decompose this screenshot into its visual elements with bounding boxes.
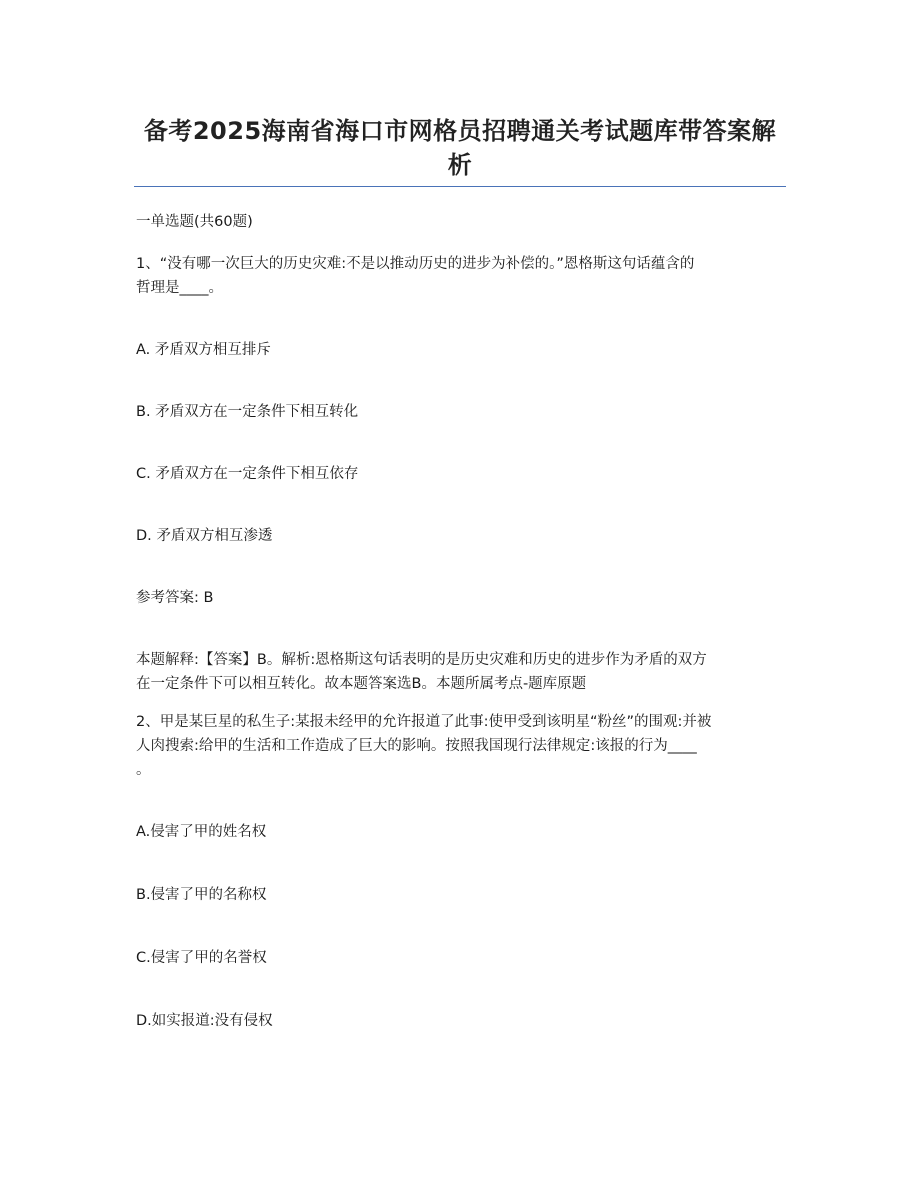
- question-1-explanation: [136, 648, 786, 696]
- document-title: [134, 114, 786, 182]
- question-1-option-a: A. 矛盾双方相互排斥: [136, 342, 271, 358]
- question-1-explanation-line-2: 在一定条件下可以相互转化。故本题答案选B。本题所属考点-题库原题: [136, 676, 587, 692]
- section-header: 一单选题(共60题): [136, 214, 253, 230]
- question-2-option-b: B.侵害了甲的名称权: [136, 887, 267, 903]
- question-2-stem-line-3: 。: [136, 762, 151, 778]
- question-1-stem: [136, 252, 786, 300]
- question-2-stem: [136, 710, 786, 782]
- title-divider: [134, 186, 786, 187]
- question-1-stem-line-2: 哲理是____。: [136, 280, 223, 296]
- question-2-option-a: A.侵害了甲的姓名权: [136, 824, 267, 840]
- question-2-option-d: D.如实报道:没有侵权: [136, 1013, 273, 1029]
- question-2-stem-line-2: 人肉搜索:给甲的生活和工作造成了巨大的影响。按照我国现行法律规定:该报的行为____: [136, 738, 697, 754]
- title-line-1: 备考2025海南省海口市网格员招聘通关考试题库带答案解: [143, 117, 777, 145]
- question-2-option-c: C.侵害了甲的名誉权: [136, 950, 267, 966]
- question-2-stem-line-1: 2、甲是某巨星的私生子:某报未经甲的允许报道了此事:使甲受到该明星“粉丝”的围观:并被: [136, 714, 712, 730]
- question-1-option-c: C. 矛盾双方在一定条件下相互依存: [136, 466, 359, 482]
- question-1-stem-line-1: 1、“没有哪一次巨大的历史灾难:不是以推动历史的进步为补偿的。”恩格斯这句话蕴含的: [136, 256, 695, 272]
- question-1-option-d: D. 矛盾双方相互渗透: [136, 528, 273, 544]
- question-1-explanation-line-1: 本题解释:【答案】B。解析:恩格斯这句话表明的是历史灾难和历史的进步作为矛盾的双方: [136, 652, 707, 668]
- question-1-answer: 参考答案: B: [136, 590, 214, 606]
- question-1-option-b: B. 矛盾双方在一定条件下相互转化: [136, 404, 359, 420]
- title-line-2: 析: [447, 151, 473, 179]
